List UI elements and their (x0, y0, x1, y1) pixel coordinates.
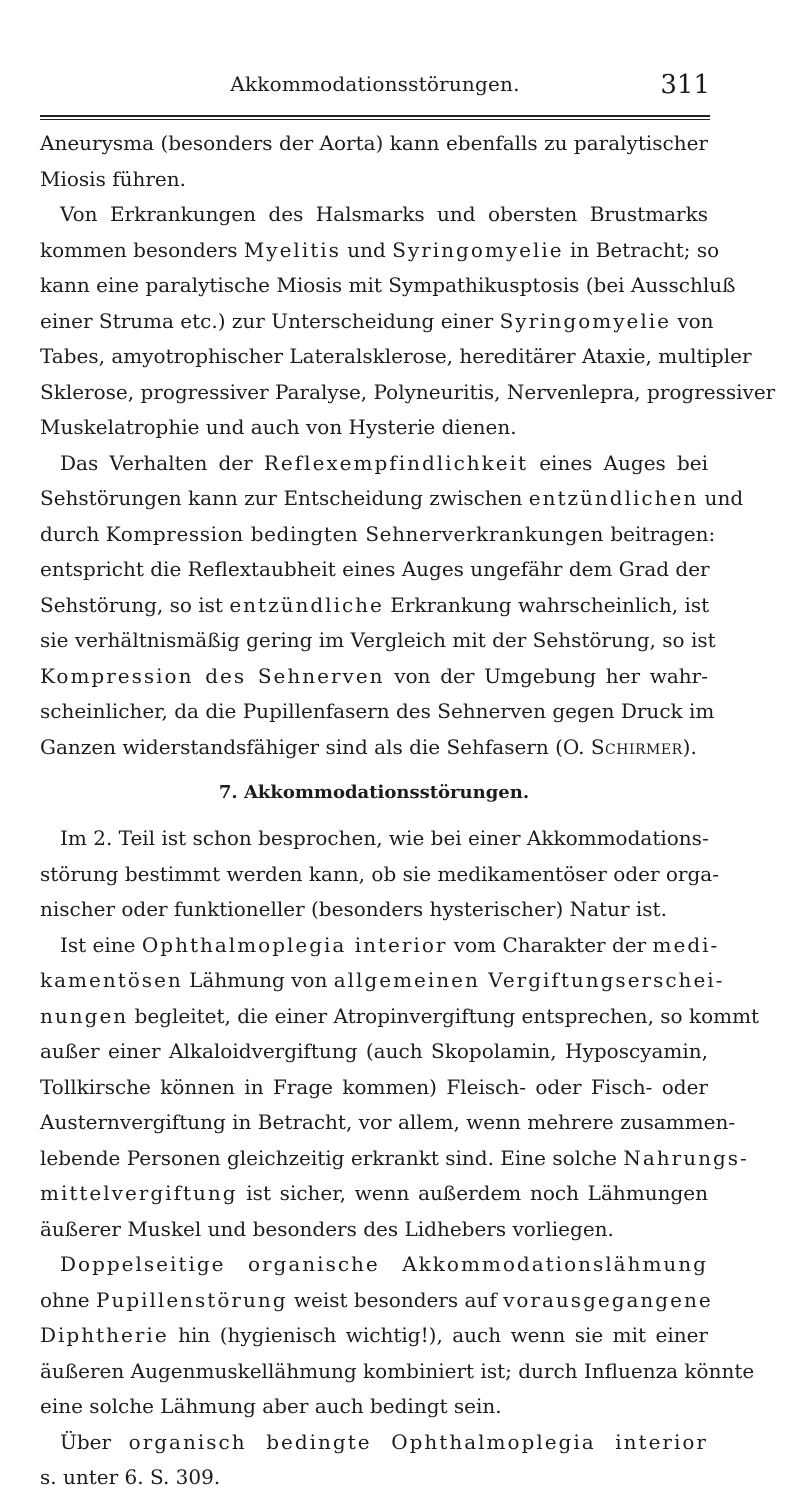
text-run: Über (60, 1429, 129, 1454)
text-line: eine solche Lähmung aber auch bedingt sein. (40, 1394, 502, 1418)
text-line (40, 1283, 713, 1319)
text-line (40, 659, 708, 695)
emphasis-kompression: Kompression bedingten Sehnerverkrankungen (105, 521, 605, 546)
text-line: Austernvergiftung in Betracht, vor allem, wenn mehrere zusammen- (40, 1110, 736, 1134)
paragraph-aneurysma (40, 126, 708, 197)
text-run: und (698, 486, 744, 510)
emphasis-nahrungs: Nahrungs- (623, 1145, 749, 1170)
page-number: 311 (660, 70, 710, 100)
text-run: von (670, 308, 714, 333)
header-rule (40, 115, 710, 120)
emphasis-kamentoesen: kamentösen (40, 968, 183, 992)
emphasis-ophthalmoplegia: Ophthalmoplegia interior (141, 932, 448, 957)
text-run: vom Charakter der (447, 932, 653, 957)
text-run: Ist eine (60, 932, 142, 957)
text-line: Muskelatrophie und auch von Hysterie dienen. (40, 415, 517, 439)
section-heading: 7. Akkommodationsstörungen. (218, 782, 530, 803)
emphasis-syringomyelie: Syringomyelie (499, 308, 671, 333)
text-line: Von Erkrankungen des Halsmarks und obersten Brustmarks (60, 202, 708, 226)
paragraph-ueber (40, 1425, 708, 1496)
text-run: beitragen: (604, 521, 716, 546)
text-run: Lähmung von (182, 968, 334, 992)
text-run: von der Umgebung her wahr- (384, 663, 708, 688)
page-body (40, 126, 776, 1496)
text-line: äußerer Muskel und besonders des Lidhebers vorliegen. (40, 1216, 614, 1241)
text-run: Das Verhalten der (60, 450, 264, 475)
text-run: Ganzen widerstandsfähiger sind als die Sehfasern (O. (40, 734, 591, 759)
text-line (40, 446, 708, 482)
text-run: Sehstörungen kann zur Entscheidung zwischen (40, 486, 529, 510)
paragraph-halsmark (40, 197, 776, 446)
text-line (40, 1425, 708, 1461)
text-run: durch (40, 521, 106, 546)
text-line (40, 963, 725, 999)
text-run: in Betracht; so (563, 237, 720, 262)
text-run: weist besonders auf (287, 1287, 504, 1312)
text-line: scheinlicher, da die Pupillenfasern des Sehnerven gegen Druck im (40, 699, 715, 723)
emphasis-kompression-sehnerven: Kompression des Sehnerven (40, 663, 385, 688)
text-line: Tollkirsche können in Frage kommen) Fleisch- oder Fisch- oder (40, 1074, 708, 1099)
paragraph-ophthalmoplegia (40, 928, 760, 1248)
paragraph-akkommodationslaehmung (40, 1247, 755, 1425)
paragraph-teil-2 (40, 821, 719, 928)
text-line: Miosis führen. (40, 166, 186, 191)
text-run: Sehstörung, so ist (40, 592, 230, 617)
emphasis-diphtherie: Diphtherie (40, 1323, 169, 1347)
text-line: Tabes, amyotrophischer Lateralsklerose, hereditärer Ataxie, multipler (40, 344, 752, 368)
emphasis-medi: medi- (652, 932, 720, 957)
text-line: Sklerose, progressiver Paralyse, Polyneuritis, Nervenlepra, progressiver (40, 379, 776, 404)
text-run: lebende Personen gleichzeitig erkrankt sind. Eine solche (40, 1145, 624, 1170)
text-run: ). (682, 734, 697, 759)
text-run: ist sicher, wenn außerdem noch Lähmungen (237, 1181, 708, 1205)
emphasis-pupillenstoerung: Pupillenstörung (96, 1287, 288, 1312)
text-line (40, 1141, 749, 1177)
text-run: und (340, 237, 393, 262)
text-line: Aneurysma (besonders der Aorta) kann ebenfalls zu paralytischer (40, 131, 708, 155)
text-line (40, 928, 720, 964)
text-line (40, 233, 720, 269)
text-run: ohne (40, 1287, 96, 1312)
emphasis-myelitis: Myelitis (243, 237, 341, 262)
emphasis-vorausgegangene: vorausgegangene (503, 1287, 713, 1312)
text-line: nischer oder funktioneller (besonders hysterischer) Natur ist. (40, 897, 667, 921)
text-line: entspricht die Reflextaubheit eines Auges ungefähr dem Grad der (40, 557, 710, 581)
text-line: sie verhältnismäßig gering im Vergleich mit der Sehstörung, so ist (40, 628, 716, 652)
text-run: eines Auges bei (528, 450, 709, 475)
author-name: Schirmer (590, 734, 683, 759)
text-line: kann eine paralytische Miosis mit Sympathikusptosis (bei Ausschluß (40, 273, 736, 297)
text-line (40, 588, 708, 624)
paragraph-reflexempfindlichkeit (40, 446, 744, 766)
text-run: Erkrankung wahrscheinlich, ist (383, 592, 710, 617)
text-line (40, 730, 708, 766)
emphasis-nungen: nungen (40, 1003, 129, 1028)
text-line (40, 999, 760, 1035)
text-line: Im 2. Teil ist schon besprochen, wie bei einer Akkommodations- (60, 826, 709, 850)
text-line (40, 517, 716, 553)
text-line (40, 304, 714, 340)
text-run: kommen besonders (40, 237, 244, 262)
emphasis-vergiftungserscheinungen: allgemeinen Vergiftungserschei- (333, 968, 725, 992)
text-run: einer Struma etc.) zur Unterscheidung einer (40, 308, 500, 333)
emphasis-entzuendliche: entzündliche (229, 592, 384, 617)
text-line (40, 1318, 708, 1354)
text-line: äußeren Augenmuskellähmung kombiniert ist; durch Influenza könnte (40, 1358, 755, 1383)
text-line (40, 1176, 708, 1212)
text-run: hin (hygienisch wichtig!), auch wenn sie mit einer (168, 1323, 708, 1347)
page-header (40, 72, 710, 112)
emphasis-syringomyelie: Syringomyelie (392, 237, 564, 262)
emphasis-organisch-bedingte: organisch bedingte Ophthalmoplegia interior (128, 1429, 708, 1454)
running-head: Akkommodationsstörungen. (230, 72, 520, 96)
text-line: störung bestimmt werden kann, ob sie medikamentöser oder orga- (40, 861, 719, 886)
text-run: begleitet, die einer Atropinvergiftung entsprechen, so kommt (128, 1003, 760, 1028)
emphasis-reflexempfindlichkeit: Reflexempfindlichkeit (263, 450, 529, 475)
text-line: s. unter 6. S. 309. (40, 1465, 221, 1489)
emphasis-entzuendlichen: entzündlichen (528, 486, 699, 510)
text-line: außer einer Alkaloidvergiftung (auch Skopolamin, Hyposcyamin, (40, 1039, 708, 1063)
text-line (40, 481, 744, 517)
emphasis-mittelvergiftung: mittelvergiftung (40, 1181, 238, 1205)
text-line: Doppelseitige organische Akkommodationslähmung (60, 1252, 708, 1276)
